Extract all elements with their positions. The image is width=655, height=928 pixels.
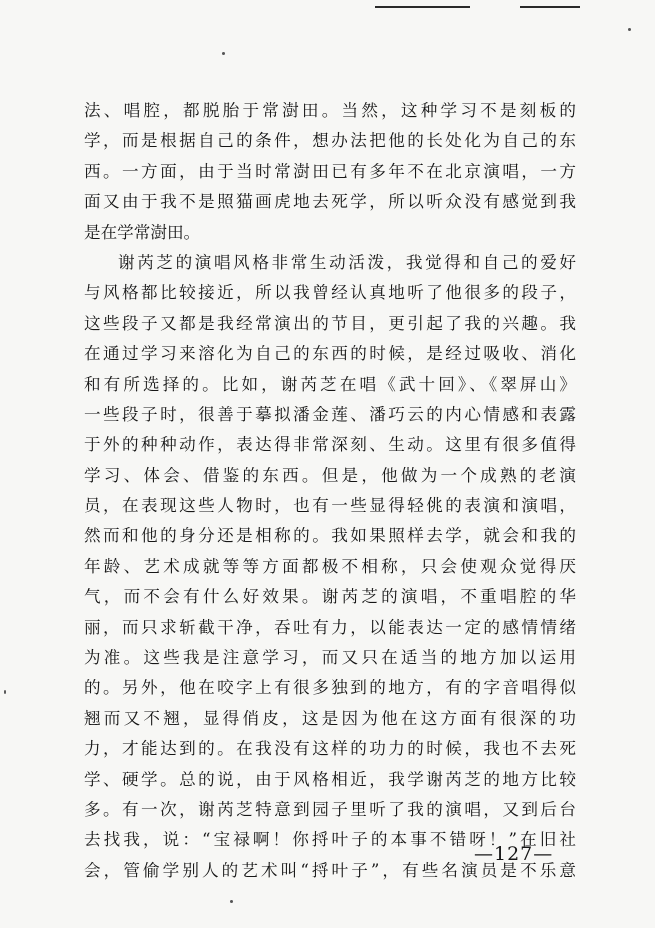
text-line: 然而和他的身分还是相称的。我如果照样去学，就会和我的: [84, 526, 576, 546]
text-line: 是在学常澍田。: [84, 222, 201, 242]
print-speck: [628, 28, 631, 31]
text-line: 会，管偷学别人的艺术叫“捋叶子”，有些名演员是不乐意: [84, 860, 576, 880]
text-line: 法、唱腔，都脱胎于常澍田。当然，这种学习不是刻板的: [84, 101, 576, 120]
text-line: 学、硬学。总的说，由于风格相近，我学谢芮芝的地方比较: [84, 769, 576, 789]
body-text: [84, 96, 576, 886]
text-line: 气，而不会有什么好效果。谢芮芝的演唱，不重唱腔的华: [84, 587, 576, 607]
text-line: 谢芮芝的演唱风格非常生动活泼，我觉得和自己的爱好: [118, 252, 576, 272]
text-line: 一些段子时，很善于摹拟潘金莲、潘巧云的内心情感和表露: [84, 404, 576, 424]
text-line: 的。另外，他在咬字上有很多独到的地方，有的字音唱得似: [84, 678, 576, 698]
text-line: 多。有一次，谢芮芝特意到园子里听了我的演唱，又到后台: [84, 799, 576, 819]
text-line: 为准。这些我是注意学习，而又只在适当的地方加以运用: [84, 648, 576, 668]
text-line: 与风格都比较接近，所以我曾经认真地听了他很多的段子，: [84, 283, 576, 303]
text-line: 学习、体会、借鉴的东西。但是，他做为一个成熟的老演: [84, 465, 576, 485]
text-line: 去找我，说：“宝禄啊！你捋叶子的本事不错呀！”在旧社: [84, 830, 576, 850]
text-line: 这些段子又都是我经常演出的节目，更引起了我的兴趣。我: [84, 313, 576, 333]
print-speck: [222, 52, 225, 55]
text-line: 西。一方面，由于当时常澍田已有多年不在北京演唱，一方: [84, 161, 576, 181]
header-rule-left: [375, 6, 470, 8]
text-line: 翘而又不翘，显得俏皮，这是因为他在这方面有很深的功: [84, 708, 576, 728]
text-line: 年龄、艺术成就等等方面都极不相称，只会使观众觉得厌: [84, 556, 576, 576]
text-line: 在通过学习来溶化为自己的东西的时候，是经过吸收、消化: [84, 344, 576, 364]
print-speck: [4, 690, 6, 694]
text-line: 和有所选择的。比如，谢芮芝在唱《武十回》、《翠屏山》: [84, 374, 576, 394]
text-line: 丽，而只求斩截干净，吞吐有力，以能表达一定的感情情绪: [84, 617, 576, 637]
text-line: 员，在表现这些人物时，也有一些显得轻佻的表演和演唱，: [84, 496, 576, 516]
print-speck: [230, 900, 233, 903]
header-rule-right: [520, 6, 580, 8]
page-number: —127—: [474, 843, 554, 865]
text-line: 力，才能达到的。在我没有这样的功力的时候，我也不去死: [84, 739, 576, 759]
text-line: 面又由于我不是照猫画虎地去死学，所以听众没有感觉到我: [84, 192, 576, 212]
text-line: 学，而是根据自己的条件，想办法把他的长处化为自己的东: [84, 131, 576, 151]
text-line: 于外的种种动作，表达得非常深刻、生动。这里有很多值得: [84, 435, 576, 455]
